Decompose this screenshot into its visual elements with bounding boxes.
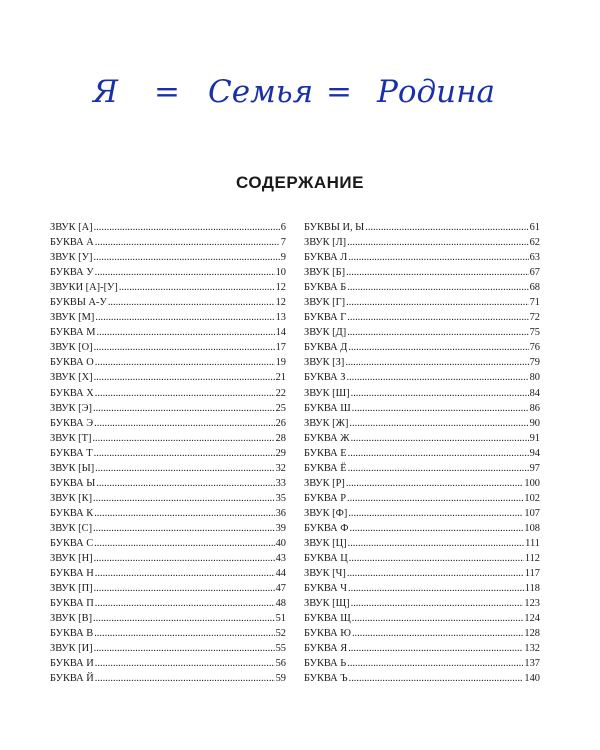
toc-entry-page-number: 39 bbox=[275, 522, 286, 534]
toc-entry-title: ЗВУКИ [А]-[У] bbox=[50, 282, 118, 294]
toc-entry-title: ЗВУК [Ш] bbox=[304, 387, 350, 399]
toc-column-right bbox=[304, 220, 540, 686]
toc-entry-title: ЗВУК [Х] bbox=[50, 372, 93, 384]
toc-entry-title: БУКВА У bbox=[50, 267, 94, 279]
toc-entry-page-number: 55 bbox=[275, 643, 286, 655]
toc-entry bbox=[304, 370, 540, 385]
toc-entry-page-number: 33 bbox=[275, 477, 286, 489]
dot-leader bbox=[346, 265, 529, 280]
toc-entry-page-number: 10 bbox=[275, 267, 286, 279]
toc-entry-title: БУКВА Щ bbox=[304, 613, 351, 625]
toc-entry-title: ЗВУК [Э] bbox=[50, 402, 92, 414]
dot-leader bbox=[348, 536, 525, 551]
dot-leader bbox=[93, 250, 279, 265]
dot-leader bbox=[352, 626, 523, 641]
toc-entry bbox=[304, 491, 540, 506]
toc-entry bbox=[304, 566, 540, 581]
toc-entry-title: БУКВЫ И, Ы bbox=[304, 222, 365, 233]
toc-entry-title: БУКВА С bbox=[50, 537, 94, 549]
toc-entry-page-number: 107 bbox=[524, 507, 540, 519]
toc-entry bbox=[50, 641, 286, 656]
dot-leader bbox=[93, 521, 275, 536]
toc-entry bbox=[50, 220, 286, 235]
toc-entry-page-number: 76 bbox=[529, 342, 540, 354]
dot-leader bbox=[95, 656, 275, 671]
toc-entry bbox=[304, 220, 540, 235]
toc-entry bbox=[304, 416, 540, 431]
toc-entry-page-number: 123 bbox=[524, 598, 540, 610]
toc-entry-page-number: 112 bbox=[524, 553, 540, 565]
toc-entry bbox=[50, 611, 286, 626]
toc-entry-page-number: 32 bbox=[275, 462, 286, 474]
dot-leader bbox=[349, 671, 524, 686]
toc-entry-page-number: 79 bbox=[529, 357, 540, 369]
toc-entry bbox=[50, 671, 286, 686]
toc-entry-title: ЗВУК [Р] bbox=[304, 477, 345, 489]
toc-entry-page-number: 102 bbox=[524, 492, 540, 504]
toc-entry bbox=[50, 521, 286, 536]
toc-entry bbox=[50, 235, 286, 250]
toc-entry-title: ЗВУК [С] bbox=[50, 522, 93, 534]
toc-entry-title: ЗВУК [П] bbox=[50, 583, 93, 595]
toc-entry-title: БУКВА П bbox=[50, 598, 94, 610]
toc-entry bbox=[304, 626, 540, 641]
toc-entry-title: ЗВУК [Ч] bbox=[304, 568, 346, 580]
dot-leader bbox=[92, 431, 274, 446]
dot-leader bbox=[351, 386, 529, 401]
dot-leader bbox=[346, 370, 528, 385]
toc-entry-title: БУКВА Ё bbox=[304, 462, 347, 474]
toc-entry-title: БУКВА В bbox=[50, 628, 94, 640]
toc-entry-title: ЗВУК [З] bbox=[304, 357, 345, 369]
dot-leader bbox=[348, 581, 524, 596]
toc-entry bbox=[50, 491, 286, 506]
toc-entry-page-number: 25 bbox=[275, 402, 286, 414]
toc-entry bbox=[50, 476, 286, 491]
toc-entry-title: ЗВУК [Ы] bbox=[50, 462, 95, 474]
toc-entry-page-number: 13 bbox=[275, 312, 286, 324]
dot-leader bbox=[94, 581, 275, 596]
dot-leader bbox=[93, 401, 275, 416]
toc-entry-page-number: 12 bbox=[275, 297, 286, 309]
toc-entry-title: БУКВА Р bbox=[304, 492, 347, 504]
dot-leader bbox=[347, 566, 524, 581]
toc-entry-page-number: 43 bbox=[275, 553, 286, 565]
toc-entry bbox=[304, 355, 540, 370]
dot-leader bbox=[347, 235, 528, 250]
toc-entry-page-number: 100 bbox=[524, 477, 540, 489]
toc-entry-title: БУКВА Б bbox=[304, 282, 347, 294]
toc-entry-title: БУКВА Ц bbox=[304, 553, 348, 565]
toc-entry bbox=[304, 656, 540, 671]
toc-entry-page-number: 67 bbox=[529, 267, 540, 279]
toc-entry-page-number: 35 bbox=[275, 492, 286, 504]
toc-entry-page-number: 108 bbox=[524, 522, 540, 534]
toc-entry bbox=[50, 461, 286, 476]
toc-entry bbox=[50, 581, 286, 596]
toc-entry-page-number: 28 bbox=[275, 432, 286, 444]
toc-entry-title: БУКВА Ь bbox=[304, 658, 347, 670]
toc-entry-title: БУКВА Ы bbox=[50, 477, 96, 489]
dot-leader bbox=[95, 386, 275, 401]
toc-entry bbox=[304, 641, 540, 656]
dot-leader bbox=[94, 220, 280, 235]
toc-entry bbox=[304, 611, 540, 626]
toc-entry bbox=[50, 295, 286, 310]
dot-leader bbox=[349, 551, 524, 566]
toc-entry bbox=[304, 265, 540, 280]
dot-leader bbox=[95, 596, 275, 611]
dot-leader bbox=[93, 611, 275, 626]
dot-leader bbox=[94, 641, 275, 656]
dot-leader bbox=[348, 506, 523, 521]
toc-entry bbox=[50, 506, 286, 521]
toc-entry-page-number: 137 bbox=[524, 658, 540, 670]
dot-leader bbox=[93, 491, 275, 506]
page-title: СОДЕРЖАНИЕ bbox=[236, 173, 364, 192]
toc-entry-page-number: 47 bbox=[275, 583, 286, 595]
toc-entry bbox=[50, 340, 286, 355]
dot-leader bbox=[94, 506, 274, 521]
toc-entry bbox=[50, 325, 286, 340]
toc-entry-title: ЗВУК [В] bbox=[50, 613, 93, 625]
toc-entry-page-number: 6 bbox=[280, 222, 286, 233]
dot-leader bbox=[351, 431, 529, 446]
toc-entry-page-number: 94 bbox=[529, 447, 540, 459]
dot-leader bbox=[94, 340, 275, 355]
dot-leader bbox=[352, 401, 529, 416]
handwritten-motto bbox=[40, 42, 520, 142]
dot-leader bbox=[95, 566, 275, 581]
toc-entry-title: ЗВУК [Г] bbox=[304, 297, 346, 309]
toc-entry-title: ЗВУК [Щ] bbox=[304, 598, 350, 610]
toc-entry-page-number: 19 bbox=[275, 357, 286, 369]
toc-entry bbox=[304, 250, 540, 265]
toc-entry-page-number: 52 bbox=[275, 628, 286, 640]
toc-entry-page-number: 72 bbox=[529, 312, 540, 324]
dot-leader bbox=[95, 235, 280, 250]
dot-leader bbox=[347, 656, 523, 671]
toc-entry bbox=[50, 596, 286, 611]
toc-entry-page-number: 91 bbox=[529, 432, 540, 444]
toc-entry-page-number: 9 bbox=[280, 252, 286, 264]
dot-leader bbox=[348, 461, 529, 476]
toc-entry-page-number: 7 bbox=[280, 237, 286, 249]
toc-entry-title: БУКВА И bbox=[50, 658, 94, 670]
dot-leader bbox=[349, 416, 528, 431]
toc-entry-title: ЗВУК [Б] bbox=[304, 267, 346, 279]
toc-entry bbox=[304, 310, 540, 325]
dot-leader bbox=[94, 551, 275, 566]
toc-entry bbox=[304, 295, 540, 310]
dot-leader bbox=[96, 476, 274, 491]
toc-entry-page-number: 97 bbox=[529, 462, 540, 474]
toc-entry-page-number: 29 bbox=[275, 447, 286, 459]
toc-entry-title: БУКВА Я bbox=[304, 643, 348, 655]
toc-entry-title: ЗВУК [И] bbox=[50, 643, 93, 655]
dot-leader bbox=[346, 476, 524, 491]
dot-leader bbox=[349, 521, 523, 536]
toc-entry-page-number: 132 bbox=[524, 643, 540, 655]
toc-entry bbox=[304, 340, 540, 355]
toc-entry bbox=[304, 446, 540, 461]
toc-entry-title: ЗВУК [Ц] bbox=[304, 537, 347, 549]
toc-entry bbox=[50, 310, 286, 325]
toc-entry-page-number: 59 bbox=[275, 673, 286, 685]
toc-entry bbox=[304, 506, 540, 521]
toc-entry-title: ЗВУК [У] bbox=[50, 252, 93, 264]
toc-entry bbox=[50, 431, 286, 446]
dot-leader bbox=[352, 611, 524, 626]
toc-entry-page-number: 128 bbox=[524, 628, 540, 640]
dot-leader bbox=[95, 461, 274, 476]
toc-entry-page-number: 62 bbox=[529, 237, 540, 249]
toc-entry bbox=[50, 551, 286, 566]
toc-entry bbox=[304, 581, 540, 596]
dot-leader bbox=[94, 370, 275, 385]
toc-entry-title: БУКВА М bbox=[50, 327, 96, 339]
toc-entry bbox=[304, 461, 540, 476]
toc-entry-title: БУКВА Ш bbox=[304, 402, 351, 414]
toc-entry-page-number: 71 bbox=[529, 297, 540, 309]
toc-entry-title: БУКВА Е bbox=[304, 447, 347, 459]
toc-entry bbox=[50, 566, 286, 581]
dot-leader bbox=[347, 310, 528, 325]
toc-entry-title: БУКВА Ч bbox=[304, 583, 348, 595]
dot-leader bbox=[348, 250, 528, 265]
toc-entry bbox=[50, 370, 286, 385]
dot-leader bbox=[94, 446, 275, 461]
toc-entry-title: ЗВУК [Ф] bbox=[304, 507, 348, 519]
toc-entry bbox=[50, 280, 286, 295]
dot-leader bbox=[347, 491, 523, 506]
toc-entry bbox=[304, 431, 540, 446]
dot-leader bbox=[95, 355, 275, 370]
toc-entry-page-number: 44 bbox=[275, 568, 286, 580]
toc-entry bbox=[50, 265, 286, 280]
toc-column-left bbox=[50, 220, 286, 686]
toc-entry bbox=[50, 355, 286, 370]
motto-equals-2: = bbox=[326, 74, 352, 110]
toc-entry bbox=[50, 401, 286, 416]
dot-leader bbox=[108, 295, 275, 310]
toc-entry bbox=[50, 626, 286, 641]
toc-entry-page-number: 75 bbox=[529, 327, 540, 339]
dot-leader bbox=[346, 295, 529, 310]
dot-leader bbox=[365, 220, 528, 235]
toc-entry bbox=[304, 551, 540, 566]
toc-entry-page-number: 22 bbox=[275, 387, 286, 399]
toc-entry-title: ЗВУК [А] bbox=[50, 222, 93, 233]
toc-entry bbox=[304, 280, 540, 295]
toc-entry-page-number: 124 bbox=[524, 613, 540, 625]
toc-entry-title: БУКВА Э bbox=[50, 417, 94, 429]
toc-entry-title: ЗВУК [К] bbox=[50, 492, 93, 504]
toc-entry-title: ЗВУК [Н] bbox=[50, 553, 93, 565]
toc-entry-page-number: 51 bbox=[275, 613, 286, 625]
toc-entry-title: ЗВУК [Т] bbox=[50, 432, 92, 444]
toc-entry-page-number: 36 bbox=[275, 507, 286, 519]
motto-word-semya: Семья bbox=[208, 74, 314, 110]
toc-entry-title: БУКВА Х bbox=[50, 387, 94, 399]
dot-leader bbox=[348, 641, 523, 656]
dot-leader bbox=[95, 671, 275, 686]
toc-entry-page-number: 118 bbox=[524, 583, 540, 595]
toc-entry-page-number: 48 bbox=[275, 598, 286, 610]
dot-leader bbox=[347, 280, 528, 295]
toc-entry-title: БУКВА Н bbox=[50, 568, 94, 580]
dot-leader bbox=[94, 626, 274, 641]
toc-entry-title: ЗВУК [Л] bbox=[304, 237, 347, 249]
toc-entry-title: БУКВА О bbox=[50, 357, 94, 369]
toc-entry-title: БУКВА Ф bbox=[304, 522, 349, 534]
toc-entry-title: ЗВУК [О] bbox=[50, 342, 93, 354]
toc-entry-page-number: 140 bbox=[524, 673, 540, 685]
toc-entry-title: БУКВА Г bbox=[304, 312, 347, 324]
dot-leader bbox=[345, 355, 528, 370]
toc-entry-page-number: 56 bbox=[275, 658, 286, 670]
toc-entry-page-number: 61 bbox=[529, 222, 540, 233]
dot-leader bbox=[119, 280, 275, 295]
toc-entry bbox=[50, 250, 286, 265]
dot-leader bbox=[348, 340, 528, 355]
toc-entry-title: БУКВЫ А-У bbox=[50, 297, 107, 309]
dot-leader bbox=[351, 596, 524, 611]
toc-entry bbox=[50, 416, 286, 431]
toc-entry-page-number: 17 bbox=[275, 342, 286, 354]
toc-entry-title: БУКВА Ж bbox=[304, 432, 350, 444]
dot-leader bbox=[97, 325, 275, 340]
dot-leader bbox=[94, 416, 274, 431]
toc-entry bbox=[50, 446, 286, 461]
toc-entry-title: ЗВУК [Ж] bbox=[304, 417, 349, 429]
toc-entry-page-number: 90 bbox=[529, 417, 540, 429]
dot-leader bbox=[94, 536, 274, 551]
toc-entry bbox=[304, 521, 540, 536]
toc-entry-title: БУКВА К bbox=[50, 507, 94, 519]
toc-entry bbox=[50, 386, 286, 401]
toc-entry-title: БУКВА А bbox=[50, 237, 94, 249]
toc-entry bbox=[304, 671, 540, 686]
dot-leader bbox=[348, 446, 529, 461]
toc-entry-title: БУКВА Д bbox=[304, 342, 348, 354]
toc-entry bbox=[304, 476, 540, 491]
toc-entry bbox=[304, 325, 540, 340]
toc-entry bbox=[304, 386, 540, 401]
toc-entry-title: БУКВА Л bbox=[304, 252, 348, 264]
toc-entry bbox=[50, 536, 286, 551]
toc-entry-page-number: 40 bbox=[275, 537, 286, 549]
toc-entry-title: БУКВА Ъ bbox=[304, 673, 348, 685]
toc-entry-page-number: 63 bbox=[529, 252, 540, 264]
toc-entry-page-number: 21 bbox=[275, 372, 286, 384]
dot-leader bbox=[347, 325, 528, 340]
toc-entry bbox=[304, 235, 540, 250]
toc-entry bbox=[304, 401, 540, 416]
toc-entry-page-number: 86 bbox=[529, 402, 540, 414]
toc-entry-title: БУКВА Т bbox=[50, 447, 93, 459]
motto-word-rodina: Родина bbox=[377, 74, 496, 110]
toc-entry-title: ЗВУК [Д] bbox=[304, 327, 347, 339]
toc-entry bbox=[50, 656, 286, 671]
toc-entry bbox=[304, 536, 540, 551]
motto-equals-1: = bbox=[154, 74, 180, 110]
toc-entry-page-number: 117 bbox=[524, 568, 540, 580]
toc-entry-title: БУКВА Й bbox=[50, 673, 94, 685]
toc-entry-title: БУКВА З bbox=[304, 372, 346, 384]
toc-entry-page-number: 14 bbox=[275, 327, 286, 339]
toc-entry-title: ЗВУК [М] bbox=[50, 312, 95, 324]
toc-entry-page-number: 84 bbox=[529, 387, 540, 399]
toc-entry-title: БУКВА Ю bbox=[304, 628, 351, 640]
toc-entry-page-number: 80 bbox=[529, 372, 540, 384]
toc-entry-page-number: 111 bbox=[525, 537, 540, 549]
toc-entry-page-number: 26 bbox=[275, 417, 286, 429]
toc-entry-page-number: 68 bbox=[529, 282, 540, 294]
dot-leader bbox=[95, 265, 275, 280]
toc-entry bbox=[304, 596, 540, 611]
toc-entry-page-number: 12 bbox=[275, 282, 286, 294]
dot-leader bbox=[95, 310, 274, 325]
motto-word-ya: Я bbox=[93, 74, 119, 110]
